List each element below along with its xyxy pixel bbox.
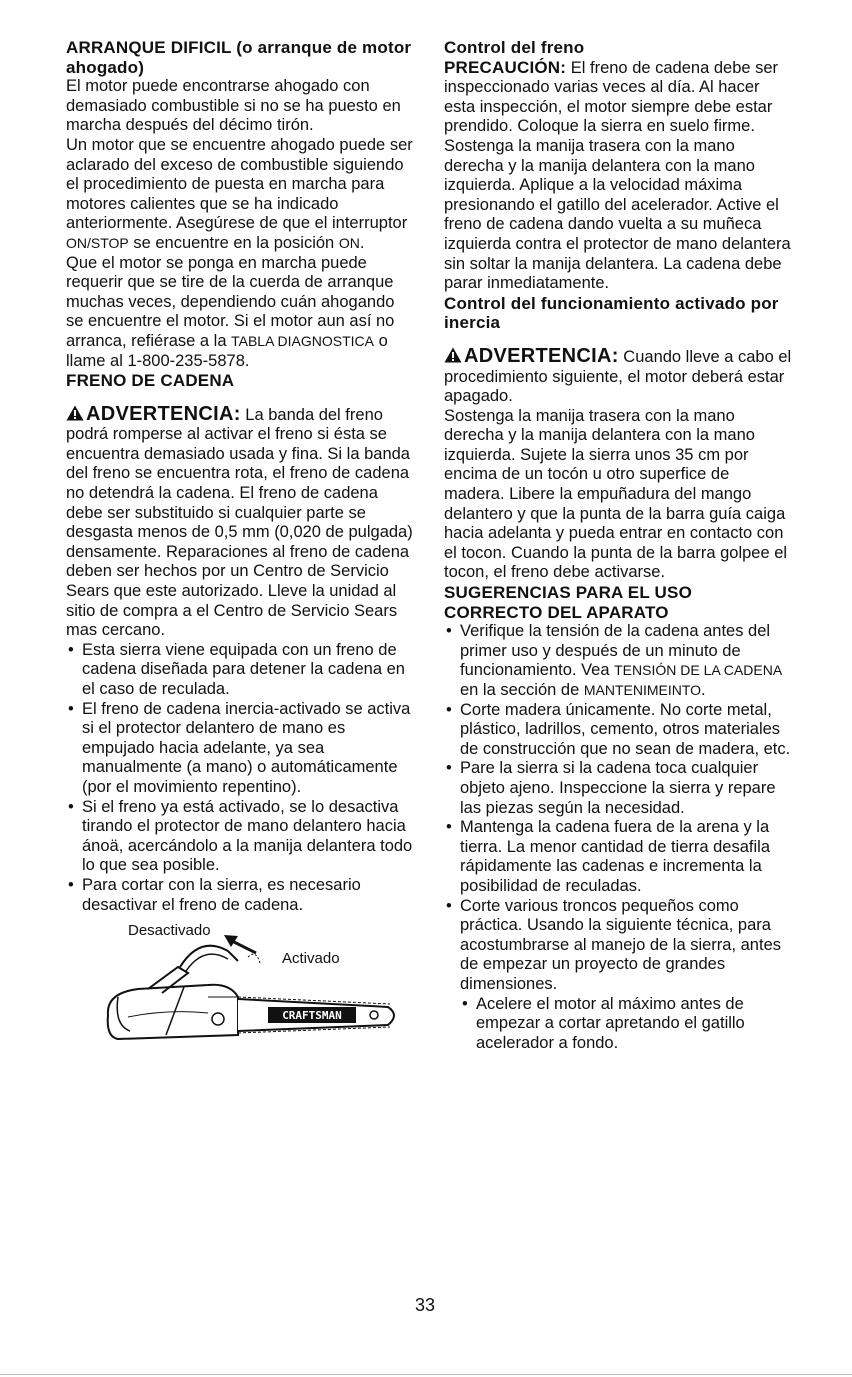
warning-triangle-icon: [66, 405, 84, 421]
inertia-warning: ADVERTENCIA: Cuando lleve a cabo el procedimiento siguiente, el motor deberá estar apagado.: [444, 344, 792, 406]
list-item: • Corte madera únicamente. No corte metal, plástico, ladrillos, cemento, otros materiales de construcción que no sean de madera, etc.: [444, 701, 794, 760]
chain-brake-figure: [66, 919, 414, 1047]
brand-logo-text: CRAFTSMAN: [282, 1009, 342, 1023]
bottom-rule: [0, 1374, 852, 1375]
warning-triangle-icon: [444, 347, 462, 363]
list-item: • Acelere el motor al máximo antes de empezar a cortar apretando el gatillo acelerador a fondo.: [460, 995, 794, 1054]
inertia-heading: Control del funcionamiento activado por inercia: [444, 293, 779, 333]
list-item: • Para cortar con la sierra, es necesario desactivar el freno de cadena.: [66, 876, 414, 915]
left-column: [66, 38, 414, 1047]
tips-sub-list: [460, 995, 794, 1054]
hard-start-heading: ARRANQUE DIFICIL (o arranque de motor ahogado): [66, 38, 412, 77]
start-rope-paragraph: Que el motor se ponga en marcha puede requerir que se tire de la cuerda de arranque muchas veces, dependiendo cuán ahogando se encuentre el motor. Si el motor aun así no arranca, refiérase a la TABLA DIAGNOSTICA o llame al 1-800-235-5878.: [66, 253, 395, 370]
list-item: • Si el freno ya está activado, se lo desactiva tirando el protector de mano delantero hacia ánoä, acercándolo a la manija delantera todo lo que sea posible.: [66, 798, 414, 876]
deactivated-label: Desactivado: [128, 922, 211, 940]
list-item: • Pare la sierra si la cadena toca cualquier objeto ajeno. Inspeccione la sierra y repare las piezas según la necesidad.: [444, 759, 794, 818]
flooded-paragraph: Un motor que se encuentre ahogado puede ser aclarado del exceso de combustible siguiendo el procedimiento de puesta en marcha para motores calientes que se ha indicado anteriormente. Asegúrese de que el interruptor ON/STOP se encuentre en la posición ON.: [66, 135, 413, 252]
list-item: • Esta sierra viene equipada con un freno de cadena diseñada para detener la cadena en el caso de reculada.: [66, 641, 414, 700]
list-item: • Verifique la tensión de la cadena antes del primer uso y después de un minuto de funcionamiento. Vea TENSIÓN DE LA CADENA en la sección de MANTENIMEINTO.: [444, 622, 794, 700]
caution-paragraph: PRECAUCIÓN: El freno de cadena debe ser inspeccionado varias veces al día. Al hacer esta inspección, el motor siempre debe estar prendido. Coloque la sierra en suelo firme. Sostenga la manija trasera con la mano derecha y la manija delantera con la mano izquierda. Aplique a la velocidad máxima presionando el gatillo del acelerador. Active el freno de cadena dando vuelta a su muñeca izquierda contra el protector de mano delantera sin soltar la manija delantera. La cadena debe parar inmediatamente.: [444, 57, 791, 293]
page-number: 33: [415, 1295, 436, 1315]
list-item: • Mantenga la cadena fuera de la arena y la tierra. La menor cantidad de tierra desafila rápidamente las cadenas e incrementa la posibilidad de reculadas.: [444, 818, 794, 896]
list-item: • Corte various troncos pequeños como práctica. Usando la siguiente técnica, para acostumbrarse al manejo de la sierra, antes de empezar un proyecto de grandes dimensiones.: [444, 897, 794, 995]
right-column: [444, 38, 794, 1053]
tips-list: [444, 622, 794, 994]
chain-brake-list: [66, 641, 414, 915]
brake-control-heading: Control del freno: [444, 38, 585, 57]
tips-heading: SUGERENCIAS PARA EL USO CORRECTO DEL APARATO: [444, 583, 692, 622]
chainsaw-illustration: [88, 927, 408, 1045]
inertia-procedure-paragraph: Sostenga la manija trasera con la mano derecha y la manija delantera con la mano izquierda. Sujete la sierra unos 35 cm por encima de un tocón u otro superfice de madera. Libere la empuñadura del mango delantero y que la punta de la barra guía caiga hacia adelanta y pueda entrar en contacto con el tocon. Cuando la punta de la barra golpee el tocon, el freno debe activarse.: [444, 406, 788, 582]
list-item: • El freno de cadena inercia-activado se activa si el protector delantero de mano es empujado hacia adelante, ya sea manualmente (a mano) o automáticamente (por el movimiento repentino).: [66, 700, 414, 798]
activated-label: Activado: [282, 950, 340, 968]
chain-brake-heading: FRENO DE CADENA: [66, 371, 235, 391]
hard-start-paragraph: El motor puede encontrarse ahogado con demasiado combustible si no se ha puesto en marcha después del décimo tirón.: [66, 77, 401, 135]
chain-brake-warning: ADVERTENCIA: La banda del freno podrá romperse al activar el freno si ésta se encuentra demasiado usada y fina. Si la banda del freno se encuentra rota, el freno de cadena no detendrá la cadena. El freno de cadena debe ser substituido si cualquier parte se desgasta menos de 0,5 mm (0,020 de pulgada) densamente. Reparaciones al freno de cadena deben ser hechos por un Centro de Servicio Sears que este autorizado. Lleve la unidad al sitio de compra a el Centro de Servicio Sears mas cercano.: [66, 402, 413, 640]
